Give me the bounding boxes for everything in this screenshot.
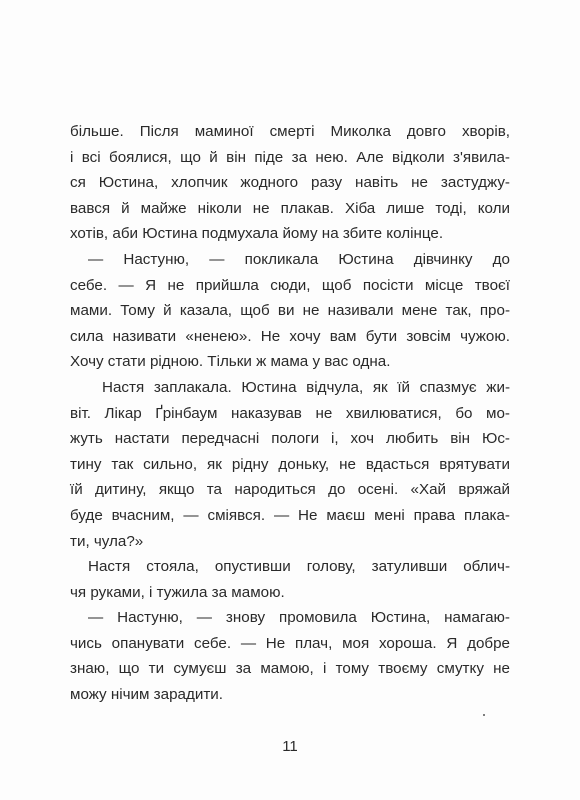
- text-line: ся Юстина, хлопчик жодного разу навіть не застуджу-: [70, 174, 510, 192]
- scan-speck: [483, 714, 485, 716]
- text-line: мами. Тому й казала, щоб ви не називали мене так, про-: [70, 302, 510, 320]
- text-line: Настя стояла, опустивши голову, затуливши облич-: [88, 558, 510, 576]
- text-line: Хочу стати рідною. Тільки ж мама у вас одна.: [70, 353, 391, 371]
- text-line: чя руками, і тужила за мамою.: [70, 583, 285, 601]
- text-line: і всі боялися, що й він піде за нею. Але відколи з'явила-: [70, 148, 510, 166]
- text-line: віт. Лікар Ґрінбаум наказував не хвилюватися, бо мо-: [70, 404, 510, 422]
- body-text: [70, 119, 510, 708]
- text-line: більше. Після маминої смерті Миколка довго хворів,: [70, 123, 510, 140]
- text-line: чись опанувати себе. — Не плач, моя хороша. Я добре: [70, 634, 510, 652]
- text-line: Настя заплакала. Юстина відчула, як їй спазмує жи-: [102, 378, 510, 396]
- text-line: — Настуню, — покликала Юстина дівчинку до: [88, 250, 510, 268]
- text-line: буде вчасним, — сміявся. — Не маєш мені права плака-: [70, 506, 510, 524]
- text-line: тину так сильно, як рідну доньку, не вдасться врятувати: [70, 455, 510, 473]
- text-line: їй дитину, якщо та народиться до осені. «Хай вряжай: [70, 481, 510, 499]
- text-line: сила називати «ненею». Не хочу вам бути зовсім чужою.: [70, 327, 510, 345]
- text-line: себе. — Я не прийшла сюди, щоб посісти місце твоєї: [70, 276, 510, 294]
- text-line: можу нічим зарадити.: [70, 686, 223, 704]
- text-line: — Настуню, — знову промовила Юстина, намагаю-: [88, 609, 510, 627]
- text-line: вався й майже ніколи не плакав. Хіба лише тоді, коли: [70, 199, 510, 217]
- text-line: знаю, що ти сумуєш за мамою, і тому твоєму смутку не: [70, 660, 510, 678]
- text-line: ти, чула?»: [70, 532, 144, 550]
- text-line: жуть настати передчасні пологи і, хоч любить він Юс-: [70, 430, 510, 448]
- page-number: 11: [282, 738, 298, 755]
- text-line: хотів, аби Юстина подмухала йому на збите колінце.: [70, 225, 444, 243]
